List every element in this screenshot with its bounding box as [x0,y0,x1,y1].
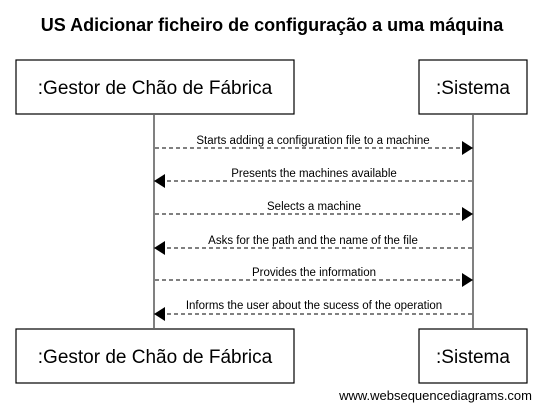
participant-gestor-top [16,60,294,114]
message-5-arrowhead [462,273,473,287]
footer-watermark: www.websequencediagrams.com [339,388,532,403]
participant-sistema-top-label: :Sistema [436,78,510,99]
message-3 [155,201,473,221]
participant-sistema-bottom [419,329,527,383]
message-3-label: Selects a machine [267,201,361,213]
message-6-label: Informs the user about the sucess of the operation [185,300,443,312]
diagram-title: US Adicionar ficheiro de configuração a uma máquina [40,15,504,35]
message-4-label: Asks for the path and the name of the file [208,235,418,247]
message-1-label: Starts adding a configuration file to a machine [196,135,430,147]
message-1-arrowhead [462,141,473,155]
message-5 [155,267,473,287]
message-4-arrowhead [154,241,165,255]
message-2-arrowhead [154,174,165,188]
participant-gestor-bottom-label: :Gestor de Chão de Fábrica [37,347,273,368]
message-6 [154,300,472,321]
participant-sistema-top [419,60,527,114]
message-1 [155,135,473,155]
message-5-label: Provides the information [251,267,377,279]
participant-gestor-top-label: :Gestor de Chão de Fábrica [37,78,273,99]
message-2-label: Presents the machines available [231,168,397,180]
message-3-arrowhead [462,207,473,221]
message-6-arrowhead [154,307,165,321]
participant-sistema-bottom-label: :Sistema [436,347,510,368]
participant-gestor-bottom [16,329,294,383]
message-2 [154,168,472,188]
message-4 [154,235,472,255]
